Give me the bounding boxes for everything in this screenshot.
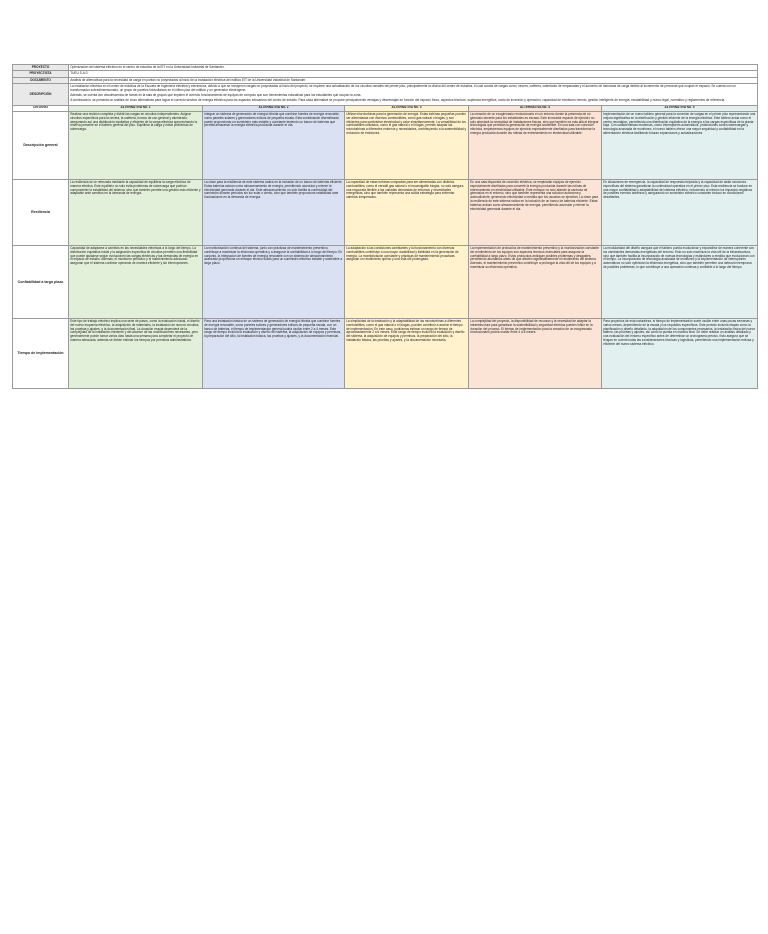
label-descripcion: DESCRIPCIÓN bbox=[13, 84, 69, 105]
cell-tiempo-alt-1: Este tipo de trabajo eléctrico implica una serie de pasos, como la evaluación inicial, el diseño del nuevo esquema eléctrico, la adquisición de materiales, la instalación de nuevos circuitos, las pruebas y ajustes, y la documentación final. La duración exacta dependerá de la complejidad de la instalación existente y del alcance de las modificaciones necesarias, pero generalmente puede tomar varios días hasta una semana para completar el proyecto de manera adecuada, además se deben estimar los tiempos por permisos administrativos. bbox=[69, 318, 203, 388]
header-alternativa-1: ALTERNATIVA No. 1 bbox=[69, 105, 203, 111]
cell-tiempo-alt-2: Para una instalación básica de un sistema de generación de energía híbrida que combine fuentes de energía renovable, como paneles solares y generadores eólicos de pequeña escala, con un banco de baterías, el tiempo de implementación general podría oscilar entre 2 a 4 meses. Este rango de tiempo incluiría la evaluación y diseño del sistema, la adquisición de equipos y permisos, la preparación del sitio, la instalación básica, las pruebas y ajustes, y la documentación esencial. bbox=[203, 318, 345, 388]
cell-resiliencia-alt-1: La resiliencia se ve reforzada mediante la capacidad de equilibrar la carga eléctrica de manera efectiva. Este equilibrio no solo evita problemas de sobrecarga que podrían comprometer la estabilidad del sistema, sino que también permite una gestión más eficiente y adaptable ante cambios en la demanda de energía. bbox=[69, 179, 203, 245]
value-proyectista: TUEU S.A.S bbox=[69, 71, 758, 77]
cell-descripcion-alt-3: Utilizar microturbinas para la generación de energía. Estas turbinas pequeñas pueden ser alimentadas con diversos combustibles, como gas natural o biogás, y son eficientes para suministrar electricidad y calor simultáneamente. La versatilidad de los combustibles utilizados, como el gas natural o el biogás, permite adaptar las microturbinas a diferentes entornos y necesidades, contribuyendo a la sostenibilidad y reducción de emisiones. bbox=[345, 111, 469, 179]
row-descripcion bbox=[13, 84, 758, 105]
value-proyecto: Optimización del sistema eléctrico en el centro de estudios de la EIT en la Universidad Industrial de Santander. bbox=[69, 65, 758, 71]
cell-descripcion-alt-5: Implementación de un nuevo tablero general para la conexión de cargas en el primer piso representando una mejora significativa en la distribución y gestión eficiente de la energía eléctrica. Este tablero actúa como el centro neurálgico, permitiendo una distribución equitativa de la energía a las cargas específicas de la planta baja. Con características modernas, como interruptores automáticos, protecciones contra sobrecargas y tecnología avanzada de monitoreo, el nuevo tablero ofrece una mayor seguridad y confiabilidad en la alimentación eléctrica facilitando futuras expansiones y actualizaciones. bbox=[602, 111, 758, 179]
cell-descripcion-alt-1: Realizar una revisión completa y dividir las cargas en circuitos independientes. Asignar circuitos específicos para la nevera, la cafetera, hornos de uso general y alumbrado, asegurando así una distribución equitativa y eficiente de la carga eléctrica aprovechando la reserva presente en el tablero general del piso. Equilibrar la carga y evitar problemas de sobrecarga. bbox=[69, 111, 203, 179]
cell-resiliencia-alt-2: La clave para la resiliencia de este sistema radica en la inclusión de un banco de baterías eficiente. Estas baterías actúan como almacenamiento de energía, permitiendo acumular y retener la electricidad generada durante el día. Este almacenamiento no solo facilita la continuidad del suministro durante periodos sin luz solar o viento, sino que también proporciona estabilidad ante fluctuaciones en la demanda de energía. bbox=[203, 179, 345, 245]
label-documento: DOCUMENTO bbox=[13, 77, 69, 83]
descripcion-paragraph-3: A continuación, se presenta un análisis de cinco alternativas para lograr el correcto servicio de energía eléctrica para los espacios educativos del centro de estudio. Para cada alternativa se propone principalmente ventajas y desventajas en función del espacio físico, aspectos técnicos, suplencia energética, costo de inversión y operación, capacidad de monitoreo remoto, gestión inteligente de energía, escalabilidad y marco legal, normativo y reglamentos de referencia. bbox=[70, 97, 726, 102]
value-descripcion bbox=[69, 84, 758, 105]
cell-confiabilidad-alt-3: La adaptación a las condiciones cambiantes y la funcionamiento con diversos combustibles contribuye a una mayor durabilidad y fiabilidad en la generación de energía. La monitorización constante y prácticas de mantenimiento proactivas aseguran un rendimiento óptimo y una vida útil prolongada. bbox=[345, 245, 469, 318]
header-alternativa-5: ALTERNATIVA No. 5 bbox=[602, 105, 758, 111]
value-documento: Análisis de alternativas para la necesidad de carga en puntos no proyectados al inicio de la instalación eléctrica del edificio EIT de la Universidad Industrial de Santander. bbox=[69, 77, 758, 83]
row-descripcion-general bbox=[13, 111, 758, 179]
cell-confiabilidad-alt-1: Capacidad de adaptarse a cambios en las necesidades eléctricas a lo largo del tiempo. La distribución equitativa inicial y la asignación específica de circuitos permiten una flexibilidad que puede ajustarse según evolucionen las cargas eléctricas y las demandas de energía en el espacio de estudio. Además, el monitoreo periódico y el mantenimiento adecuado aseguran que el sistema continúe operando de manera eficiente y sin interrupciones. bbox=[69, 245, 203, 318]
alternatives-analysis-table bbox=[12, 64, 758, 389]
cell-confiabilidad-alt-4: La implementación de protocolos de mantenimiento preventivo y la monitorización constante del rendimiento de los equipos son aspectos técnicos esenciales para asegurar la confiabilidad a largo plazo. Estos protocolos anticipan posibles problemas y desgastes, permitiendo abordarlos antes de que afecten significativamente el rendimiento del sistema. Además, el mantenimiento preventivo contribuye a prolongar la vida útil de los equipos y a maximizar su eficiencia operativa. bbox=[469, 245, 602, 318]
criterio-descripcion-general: Descripción general bbox=[13, 111, 69, 179]
header-alternativa-2: ALTERNATIVA No. 2 bbox=[203, 105, 345, 111]
cell-tiempo-alt-4: La complejidad del proyecto, la disponibilidad de recursos y la necesidad de adaptar la infraestructura para garantizar la sostenibilidad y seguridad eléctrica pueden influir en la duración del proceso. El tiempo de implementación para la creación de un ecogimnasio revolucionario podría oscilar entre 4 a 8 meses. bbox=[469, 318, 602, 388]
label-proyecto: PROYECTO bbox=[13, 65, 69, 71]
cell-resiliencia-alt-5: En situaciones de emergencia, la capacidad de respuesta mejorada y la capacidad de aislar secciones específicas del sistema garantizan la continuidad operativa en el primer piso. Esta resiliencia se traduce en una mayor confiabilidad y adaptabilidad del sistema eléctrico, reduciendo al mínimo los impactos negativos de posibles eventos adversos y asegurando un suministro eléctrico constante incluso en condiciones desafiantes. bbox=[602, 179, 758, 245]
cell-resiliencia-alt-4: En una sala dispuesta de conexión eléctrica, se emplearán equipos de ejercicio especialmente diseñados para convertir la energía producida durante las rutinas de entrenamiento en electricidad utilizable. Este enfoque no solo atiende la carencia de gimnasios en el entorno, sino que también representa una solución autónoma y autosuficiente, generando electricidad a medida que los usuarios se ejercitan. La clave para la resiliencia de este sistema radica en la inclusión de un banco de baterías eficiente. Estas baterías actúan como almacenamiento de energía, permitiendo acumular y retener la electricidad generada durante el día. bbox=[469, 179, 602, 245]
header-alternativa-4: ALTERNATIVA No. 4 bbox=[469, 105, 602, 111]
row-tiempo bbox=[13, 318, 758, 388]
cell-descripcion-alt-4: La creación de un ecogimnasio revolucionario en un entorno donde la presencia de un gimnasio decente para los estudiantes es escasa. Este innovador espacio de ejercicio no solo abordará la necesidad de instalaciones físicas, sino que también irá más allá al integrar tecnologías que permitan la generación de energía sostenible. En una sala con conexión eléctrica, emplearemos equipos de ejercicio especialmente diseñados para transformar la energía producida durante las rutinas de entrenamiento en electricidad utilizable. bbox=[469, 111, 602, 179]
row-resiliencia bbox=[13, 179, 758, 245]
cell-descripcion-alt-2: Integrar un sistema de generación de energía híbrida que combine fuentes de energía renovable, como paneles solares y generadores eólicos de pequeña escala. Esta combinación diversificada puede proporcionar un suministro más estable y constante teniendo un banco de baterías que permita almacenar la energía eléctrica producida durante el día. bbox=[203, 111, 345, 179]
label-proyectista: PROYECTISTA bbox=[13, 71, 69, 77]
cell-confiabilidad-alt-5: La modularidad del diseño asegura que el tablero pueda evolucionar y expandirse de manera coherente con los cambiantes demandas energéticas del entorno. Esto no solo maximiza la vida útil de la infraestructura, sino que también facilita la incorporación de nuevas tecnologías y estándares a medida que evolucionan con el tiempo. La incorporación de tecnología avanzada de monitoreo y la implementación de interruptores automáticos no solo optimizan la eficiencia energética, sino que también permiten una detección temprana de posibles problemas, lo que contribuye a una operación continua y confiable a lo largo del tiempo. bbox=[602, 245, 758, 318]
header-alternativa-3: ALTERNATIVA No. 3 bbox=[345, 105, 469, 111]
cell-confiabilidad-alt-2: La monitorización continua del sistema, junto con prácticas de mantenimiento preventivo, contribuye a maximizar la eficiencia operativa y a asegurar la confiabilidad a lo largo del tiempo. En conjunto, la integración de fuentes de energía renovable con un sistema de almacenamiento avanzado proporciona un enfoque técnico sólido para un suministro eléctrico estable y sostenible a largo plazo. bbox=[203, 245, 345, 318]
criterio-confiabilidad: Confiabilidad a largo plazo bbox=[13, 245, 69, 318]
cell-tiempo-alt-5: Para proyectos de esta naturaleza, el tiempo de implementación suele oscilar entre unas pocas semanas y varios meses, dependiendo de la escala y los requisitos específicos. Este periodo incluiría etapas como la planificación y diseño detallado, la adquisición de los componentes necesarios, la instalación física del nuevo tablero, las pruebas y ajustes, así como la puesta en marcha final. Se debe realizar un análisis detallado y una evaluación del entorno específico antes de determinar un cronograma preciso. Esto asegura que se tengan en cuenta todas las consideraciones técnicas y logísticas, permitiendo una implementación exitosa y eficiente del nuevo sistema eléctrico. bbox=[602, 318, 758, 388]
header-criterio: CRITERIO bbox=[13, 105, 69, 111]
cell-resiliencia-alt-3: La capacidad de estas turbinas compactas para ser alimentadas con distintos combustibles, como el versátil gas natural o el ecoamigable biogás, no solo asegura una respuesta flexible a las variadas demandas de entornos y necesidades energéticas, sino que también representa una sólida estrategia para enfrentar cambios inesperados. bbox=[345, 179, 469, 245]
descripcion-paragraph-1: La instalación eléctrica en el centro de estudios de la Escuela de Ingeniería eléctrica y electrónica, debido a que se incluyeron cargas no proyectadas al inicio del proyecto, se requiere una actualización de los circuitos ramales del primer piso, principalmente la oficina del centro de estudios, el cual consta de cargas como; nevera, cafetera, calentador de empanadas y el aumento de demanda de carga debido al incremento de personas que ocupan el espacio. Se cuenta con un transformador sobredimensionado, un grupo de paneles fotovoltaicos en el último piso del edificio y un generador electrógeno. bbox=[70, 84, 736, 93]
criterio-resiliencia: Resiliencia bbox=[13, 179, 69, 245]
cell-tiempo-alt-3: La simplicidad de la instalación y la adaptabilidad de las microturbinas a diferentes combustibles, como el gas natural o el biogás, pueden contribuir a acortar el tiempo de implementación. En este caso, podríamos estimar un rango de tiempo de aproximadamente 2 a 6 meses. Este rango de tiempo incluiría la evaluación y diseño del sistema, la adquisición de equipos y permisos, la preparación del sitio, la instalación básica, las pruebas y ajustes, y la documentación necesaria. bbox=[345, 318, 469, 388]
criterio-tiempo: Tiempo de implementación bbox=[13, 318, 69, 388]
descripcion-paragraph-2: Además, se cuenta con obsolescencia de tomas en la sala de grupos que impiden el correcto funcionamiento de equipos de cómputo que son herramientas educativas para los estudiantes que ocupan la zona. bbox=[70, 92, 362, 97]
row-confiabilidad bbox=[13, 245, 758, 318]
